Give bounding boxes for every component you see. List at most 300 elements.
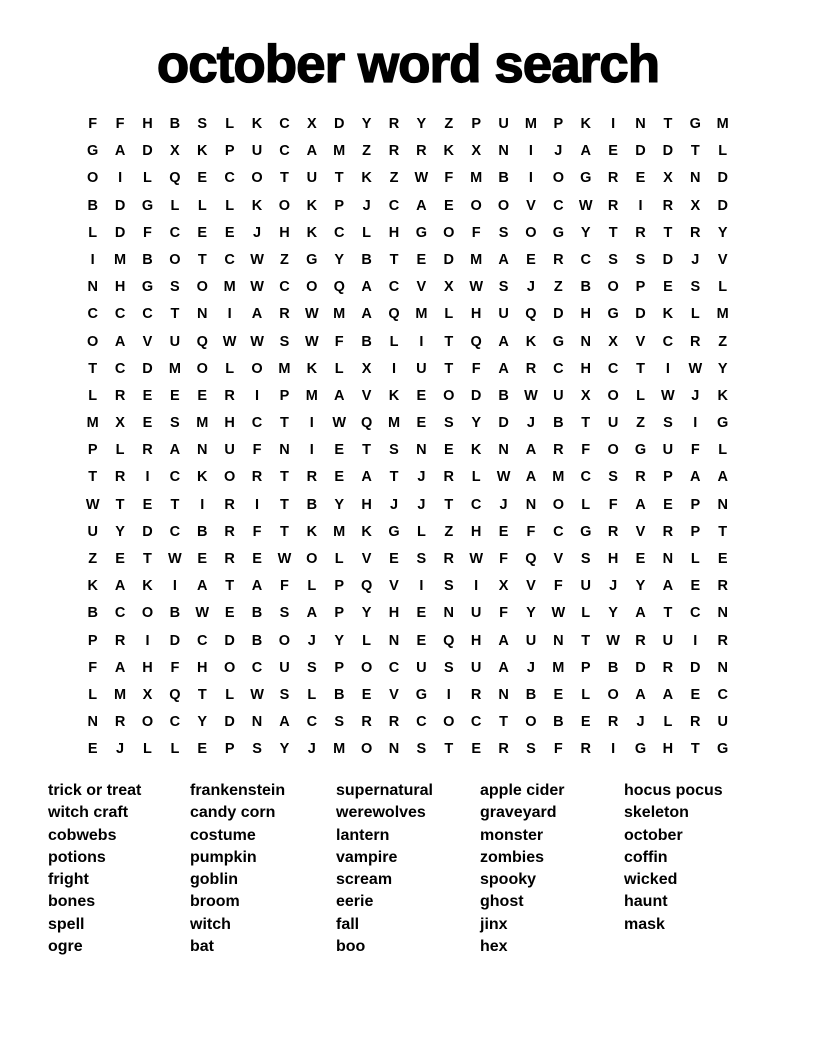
word-list-item: hex (480, 938, 508, 956)
grid-cell: C (690, 605, 701, 622)
grid-cell: H (470, 523, 482, 540)
grid-cell: D (470, 387, 482, 404)
word-list-item: monster (480, 826, 544, 844)
grid-cell: I (391, 360, 396, 377)
grid-cell: R (224, 551, 235, 567)
grid-cell: C (224, 170, 235, 187)
grid-cell: L (225, 686, 235, 703)
grid-cell: C (197, 632, 208, 649)
grid-cell: W (524, 387, 538, 404)
grid-row (79, 274, 737, 301)
grid-cell: M (470, 251, 483, 268)
grid-cell: L (718, 442, 728, 459)
grid-cell: C (662, 333, 674, 350)
grid-cell: E (197, 170, 208, 187)
word-list-item: ogre (48, 938, 83, 956)
grid-cell: O (224, 469, 236, 486)
grid-row (79, 546, 737, 573)
grid-cell: Z (362, 143, 372, 160)
grid-cell: E (717, 551, 728, 567)
grid-cell: O (306, 551, 318, 567)
grid-cell: W (551, 605, 566, 622)
grid-cell: D (169, 632, 181, 649)
grid-cell: L (581, 605, 591, 622)
grid-cell: A (279, 714, 290, 731)
grid-cell: T (663, 116, 673, 132)
grid-cell: R (224, 523, 235, 540)
grid-cell: B (251, 632, 263, 649)
grid-cell: A (114, 333, 126, 350)
grid-row (79, 655, 737, 682)
grid-cell: C (470, 496, 482, 513)
grid-cell: C (87, 306, 98, 323)
grid-cell: V (526, 197, 536, 214)
grid-cell: O (278, 197, 291, 214)
grid-cell: W (85, 496, 100, 513)
grid-cell: W (250, 279, 264, 296)
grid-cell: A (498, 333, 509, 350)
grid-cell: L (663, 714, 673, 731)
grid-cell: S (608, 469, 618, 486)
grid-cell: Q (388, 306, 400, 323)
grid-cell: U (498, 116, 509, 132)
grid-cell: G (607, 306, 619, 323)
grid-cell: G (580, 170, 592, 187)
word-list-item: frankenstein (190, 782, 286, 799)
grid-cell: M (387, 415, 401, 432)
grid-cell: A (580, 143, 591, 160)
grid-cell: M (716, 116, 729, 132)
grid-cell: U (306, 170, 318, 187)
word-list-item: pumpkin (190, 848, 257, 866)
grid-cell: U (553, 387, 564, 404)
grid-cell: E (526, 251, 536, 268)
grid-cell: P (690, 496, 701, 513)
grid-cell: I (611, 741, 616, 758)
grid-cell: Y (361, 116, 372, 132)
grid-cell: J (526, 415, 535, 432)
grid-cell: C (169, 469, 181, 486)
grid-cell: I (419, 578, 424, 595)
grid-cell: U (580, 578, 591, 595)
grid-cell: G (634, 442, 647, 459)
grid-cell: R (662, 197, 674, 214)
grid-cell: R (114, 714, 126, 731)
grid-cell: S (416, 551, 427, 567)
word-list-item: spooky (480, 871, 537, 889)
grid-cell: R (690, 224, 701, 241)
grid-cell: N (498, 442, 509, 459)
grid-cell: E (416, 251, 427, 268)
grid-cell: T (663, 605, 673, 622)
grid-cell: L (225, 360, 235, 377)
word-list-item: cobwebs (48, 826, 117, 844)
grid-cell: C (142, 306, 153, 323)
grid-cell: U (470, 659, 482, 676)
grid-cell: R (388, 116, 400, 132)
grid-cell: B (197, 523, 208, 540)
grid-cell: T (197, 686, 207, 703)
grid-cell: F (608, 496, 618, 513)
grid-cell: W (332, 415, 347, 432)
grid-cell: D (443, 251, 455, 268)
grid-cell: M (333, 741, 346, 758)
grid-cell: T (581, 415, 591, 432)
grid-cell: R (114, 469, 126, 486)
grid-cell: Y (526, 605, 536, 622)
grid-cell: Z (444, 523, 454, 540)
grid-cell: M (114, 251, 127, 268)
grid-cell: I (145, 469, 150, 486)
grid-cell: T (718, 523, 728, 540)
grid-cell: Y (717, 360, 728, 377)
grid-cell: R (114, 387, 126, 404)
grid-cell: C (470, 714, 482, 731)
grid-row (79, 464, 737, 491)
grid-cell: A (635, 605, 646, 622)
grid-cell: H (142, 116, 153, 132)
grid-cell: Z (444, 116, 454, 132)
grid-cell: K (662, 306, 674, 323)
grid-cell: S (170, 279, 180, 296)
grid-cell: T (444, 333, 454, 350)
grid-cell: O (169, 251, 181, 268)
grid-cell: H (142, 659, 153, 676)
grid-cell: W (195, 605, 210, 622)
grid-cell: O (251, 170, 263, 187)
letter-grid (79, 111, 737, 764)
grid-cell: X (663, 170, 673, 187)
grid-cell: L (690, 551, 700, 567)
grid-cell: C (553, 360, 564, 377)
grid-cell: X (608, 333, 618, 350)
grid-cell: H (361, 496, 372, 513)
grid-cell: C (114, 605, 126, 622)
grid-cell: H (388, 224, 400, 241)
grid-row (79, 165, 737, 192)
grid-cell: I (611, 116, 616, 132)
grid-cell: R (443, 469, 455, 486)
grid-cell: E (334, 469, 345, 486)
grid-row (79, 437, 737, 464)
grid-cell: R (224, 387, 235, 404)
grid-cell: L (334, 551, 344, 567)
grid-cell: X (443, 279, 454, 296)
grid-cell: C (553, 197, 564, 214)
grid-cell: N (690, 170, 701, 187)
word-list-item: scream (336, 871, 393, 889)
grid-cell: L (307, 686, 317, 703)
grid-cell: N (197, 442, 208, 459)
grid-cell: O (196, 279, 208, 296)
grid-cell: I (446, 686, 451, 703)
grid-row (79, 329, 737, 356)
grid-cell: U (525, 632, 537, 649)
grid-cell: D (333, 116, 345, 132)
grid-cell: R (662, 523, 674, 540)
grid-cell: T (663, 224, 673, 241)
grid-cell: K (361, 170, 372, 187)
grid-cell: C (169, 224, 181, 241)
grid-cell: P (334, 197, 345, 214)
grid-cell: R (607, 197, 619, 214)
grid-cell: J (417, 469, 426, 486)
grid-cell: A (251, 306, 263, 323)
grid-cell: I (419, 333, 424, 350)
grid-row (79, 356, 737, 383)
grid-cell: T (88, 469, 98, 486)
grid-cell: H (662, 741, 674, 758)
grid-cell: I (693, 415, 698, 432)
grid-cell: T (444, 741, 454, 758)
grid-cell: R (635, 469, 646, 486)
grid-cell: H (197, 659, 208, 676)
grid-cell: T (690, 741, 700, 758)
grid-cell: L (225, 116, 235, 132)
grid-cell: S (690, 279, 701, 296)
grid-cell: V (526, 578, 536, 595)
grid-cell: G (552, 224, 564, 241)
grid-cell: H (279, 224, 290, 241)
grid-cell: D (224, 714, 235, 731)
grid-cell: F (88, 116, 98, 132)
word-list-item: haunt (624, 893, 668, 911)
grid-cell: J (526, 279, 535, 296)
grid-cell: O (87, 170, 99, 187)
grid-cell: T (88, 360, 98, 377)
grid-cell: C (169, 523, 181, 540)
grid-cell: X (170, 143, 180, 160)
grid-cell: W (606, 632, 620, 649)
grid-cell: T (170, 496, 180, 513)
grid-cell: T (690, 143, 700, 160)
word-list-item: witch craft (48, 804, 129, 822)
grid-cell: I (665, 360, 670, 377)
grid-cell: M (524, 116, 537, 132)
grid-cell: C (279, 279, 290, 296)
grid-cell: E (252, 551, 262, 567)
grid-cell: B (306, 496, 318, 513)
grid-row (79, 492, 737, 519)
grid-cell: K (388, 387, 400, 404)
grid-cell: N (498, 143, 509, 160)
grid-row (79, 193, 737, 220)
grid-cell: C (114, 360, 126, 377)
grid-cell: M (716, 306, 729, 323)
grid-cell: D (553, 306, 564, 323)
grid-cell: P (334, 659, 345, 676)
grid-cell: I (227, 306, 232, 323)
grid-cell: K (525, 333, 537, 350)
grid-cell: S (443, 659, 454, 676)
grid-cell: D (142, 360, 153, 377)
grid-cell: O (306, 279, 318, 296)
grid-cell: S (306, 659, 317, 676)
grid-cell: N (251, 714, 263, 731)
grid-cell: R (607, 523, 619, 540)
grid-cell: X (471, 143, 481, 160)
grid-cell: E (115, 551, 125, 567)
grid-cell: R (251, 469, 263, 486)
grid-cell: L (88, 387, 98, 404)
grid-cell: K (580, 116, 591, 132)
grid-cell: W (250, 251, 264, 268)
grid-cell: T (608, 224, 618, 241)
grid-cell: E (170, 387, 180, 404)
grid-cell: F (690, 442, 700, 459)
grid-cell: R (388, 143, 400, 160)
grid-cell: C (580, 251, 591, 268)
grid-cell: M (470, 170, 483, 187)
page-title: october word search (156, 35, 660, 94)
grid-cell: L (143, 741, 152, 758)
grid-cell: B (498, 170, 509, 187)
grid-cell: M (168, 360, 181, 377)
word-list-item: werewolves (336, 804, 426, 822)
grid-cell: Y (635, 578, 646, 595)
grid-cell: T (581, 632, 591, 649)
grid-cell: A (361, 469, 372, 486)
grid-cell: E (553, 686, 564, 703)
grid-cell: L (334, 360, 344, 377)
grid-cell: P (635, 279, 646, 296)
grid-cell: C (224, 251, 235, 268)
grid-cell: C (717, 686, 728, 703)
grid-cell: O (525, 224, 537, 241)
grid-cell: C (607, 360, 619, 377)
grid-cell: B (361, 251, 372, 268)
grid-cell: E (443, 197, 454, 214)
grid-cell: L (197, 197, 207, 214)
grid-row (79, 301, 737, 328)
word-list-item: ghost (480, 893, 524, 911)
grid-cell: O (552, 170, 564, 187)
grid-cell: T (636, 360, 645, 377)
grid-cell: W (277, 551, 292, 567)
grid-cell: V (389, 578, 399, 595)
grid-cell: M (196, 415, 209, 432)
grid-cell: R (142, 442, 153, 459)
word-list-item: apple cider (480, 782, 565, 799)
grid-cell: E (334, 442, 345, 459)
grid-cell: R (416, 143, 427, 160)
grid-cell: E (690, 578, 701, 595)
grid-cell: H (114, 279, 126, 296)
grid-cell: Y (334, 496, 345, 513)
grid-cell: F (581, 442, 591, 459)
grid-cell: R (607, 170, 619, 187)
grid-cell: T (362, 442, 372, 459)
grid-cell: F (499, 605, 508, 622)
word-list-column (190, 780, 336, 958)
grid-cell: A (498, 360, 509, 377)
grid-cell: R (690, 333, 701, 350)
grid-row (79, 519, 737, 546)
word-list-item: boo (336, 938, 366, 956)
grid-cell: T (280, 469, 289, 486)
grid-cell: R (498, 741, 509, 758)
grid-cell: O (470, 197, 482, 214)
grid-cell: U (662, 442, 674, 459)
grid-cell: C (279, 143, 290, 160)
grid-cell: B (87, 605, 98, 622)
grid-cell: J (253, 224, 262, 241)
grid-cell: S (170, 415, 180, 432)
grid-cell: J (499, 496, 508, 513)
grid-cell: M (415, 306, 428, 323)
grid-cell: Z (389, 170, 399, 187)
grid-cell: L (471, 469, 481, 486)
grid-cell: E (471, 741, 481, 758)
grid-cell: X (306, 116, 317, 132)
grid-cell: I (693, 632, 698, 649)
grid-cell: F (334, 333, 344, 350)
grid-cell: G (580, 523, 592, 540)
grid-cell: A (416, 197, 427, 214)
grid-cell: F (88, 659, 98, 676)
grid-cell: Q (169, 686, 181, 703)
grid-cell: O (607, 442, 619, 459)
grid-cell: U (279, 659, 290, 676)
grid-cell: A (114, 143, 126, 160)
grid-cell: F (526, 523, 536, 540)
grid-cell: R (388, 714, 400, 731)
grid-cell: A (114, 659, 126, 676)
grid-cell: N (580, 333, 591, 350)
grid-cell: P (334, 578, 345, 595)
grid-cell: E (663, 496, 673, 513)
grid-cell: S (252, 741, 262, 758)
grid-cell: K (306, 360, 318, 377)
grid-cell: T (280, 170, 289, 187)
grid-row (79, 383, 737, 410)
grid-cell: A (333, 387, 345, 404)
grid-cell: S (416, 741, 427, 758)
grid-cell: D (717, 170, 728, 187)
grid-cell: V (553, 551, 564, 567)
word-list-column (336, 780, 480, 958)
grid-cell: E (142, 415, 153, 432)
grid-cell: B (142, 251, 153, 268)
word-list-item: coffin (624, 848, 668, 866)
grid-cell: H (607, 551, 619, 567)
grid-cell: R (580, 741, 591, 758)
grid-cell: H (388, 605, 400, 622)
grid-cell: N (443, 605, 455, 622)
word-list-item: broom (190, 893, 240, 911)
grid-cell: R (635, 224, 646, 241)
word-list-item: vampire (336, 848, 398, 866)
grid-cell: U (607, 415, 619, 432)
grid-cell: L (389, 333, 399, 350)
grid-cell: I (118, 170, 123, 187)
grid-cell: I (200, 496, 205, 513)
grid-cell: A (525, 469, 537, 486)
grid-cell: O (224, 659, 236, 676)
grid-cell: S (389, 442, 399, 459)
grid-cell: E (197, 387, 208, 404)
grid-cell: H (580, 306, 591, 323)
grid-cell: D (690, 659, 701, 676)
grid-cell: E (142, 496, 153, 513)
grid-cell: D (114, 197, 126, 214)
grid-cell: E (224, 224, 235, 241)
grid-row (79, 600, 737, 627)
grid-cell: L (143, 170, 152, 187)
grid-cell: M (86, 415, 99, 432)
grid-cell: K (717, 387, 728, 404)
grid-cell: C (333, 224, 345, 241)
